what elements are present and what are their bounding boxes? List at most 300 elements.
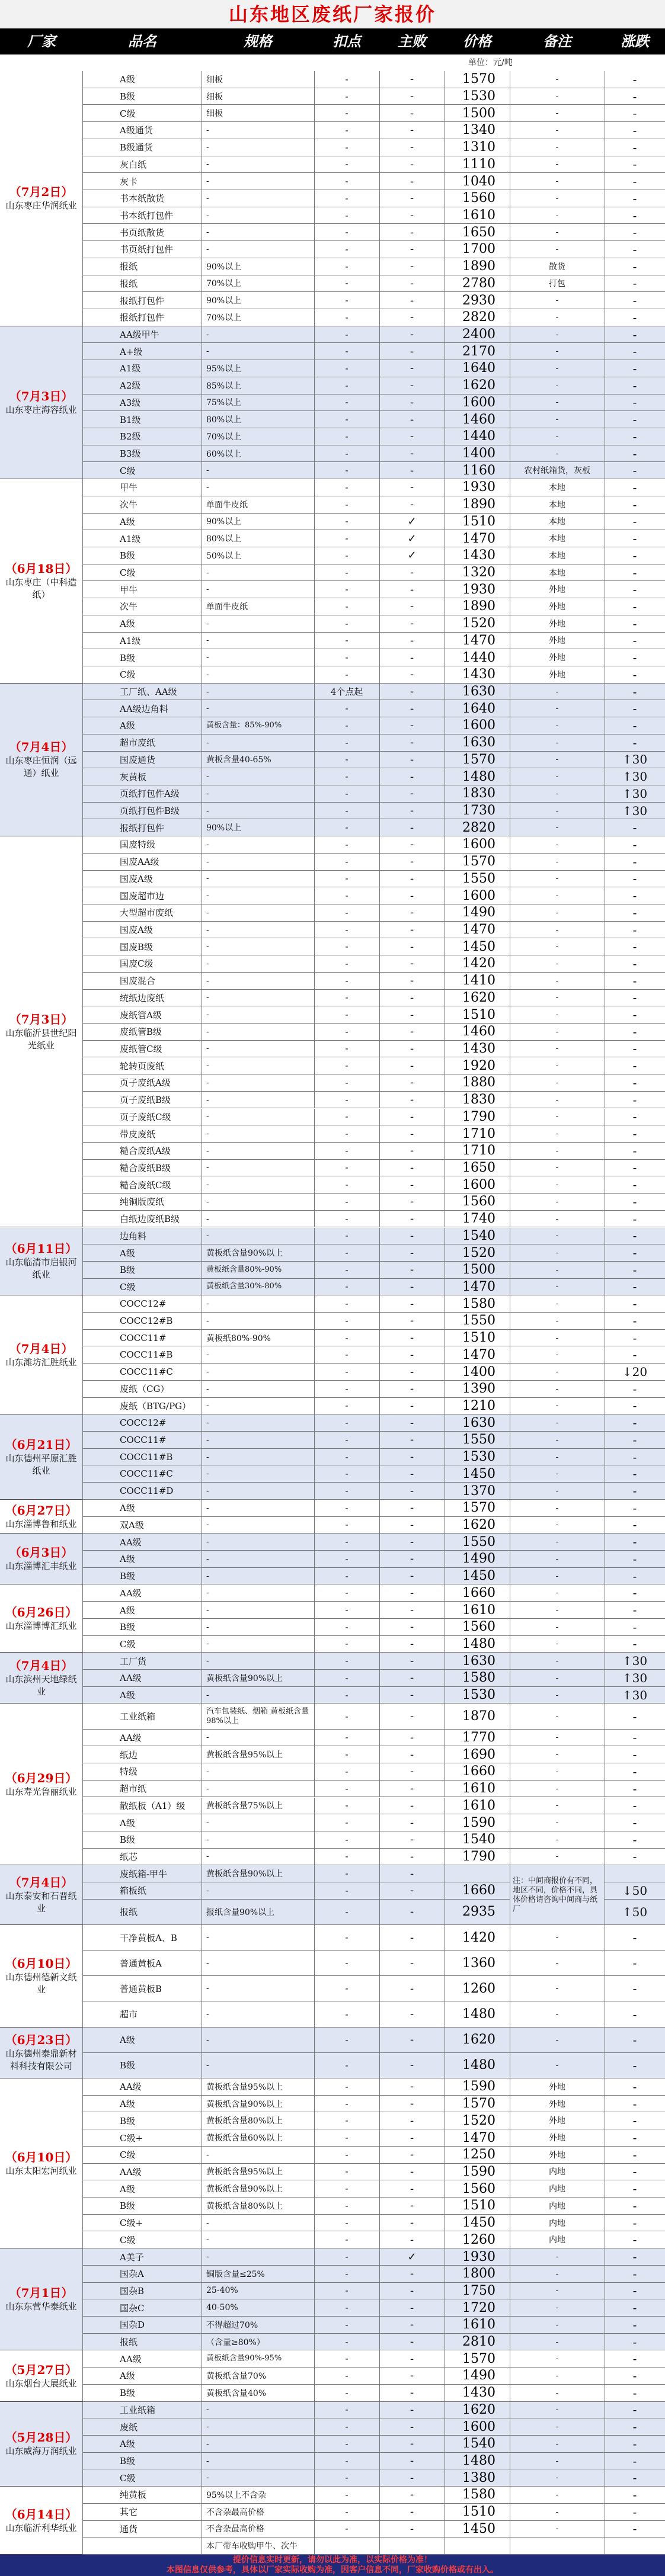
- header-change: 涨跌: [621, 33, 649, 50]
- cell-price: 1600: [462, 394, 495, 410]
- cell-name: 超市废纸: [120, 737, 156, 749]
- cell-note: -: [555, 1077, 559, 1087]
- cell-kou: -: [345, 618, 349, 629]
- cell-note: -: [555, 1112, 559, 1122]
- footer-banner: [0, 2555, 665, 2576]
- cell-note: -: [555, 1537, 559, 1547]
- cell-chg: -: [632, 2283, 637, 2298]
- cell-note: -: [555, 874, 559, 884]
- cell-note: -: [555, 806, 559, 816]
- cell-zhu: -: [410, 1332, 414, 1345]
- cell-kou: -: [345, 482, 349, 493]
- column-divider: [314, 496, 315, 513]
- cell-chg: -: [632, 1764, 637, 1779]
- column-divider: [379, 717, 380, 734]
- cell-name: 轮转页废纸: [120, 1060, 165, 1072]
- cell-note: -: [555, 2439, 559, 2449]
- cell-note: -: [555, 2524, 559, 2534]
- cell-spec: -: [206, 1766, 209, 1776]
- column-divider: [314, 1483, 315, 1499]
- cell-price: 1930: [462, 582, 495, 597]
- cell-price: 1160: [462, 463, 495, 478]
- column-divider: [379, 1074, 380, 1091]
- cell-name: 废纸箱-甲牛: [120, 1868, 168, 1879]
- cell-kou: -: [345, 1570, 349, 1581]
- table-row: [83, 564, 665, 582]
- cell-kou: -: [345, 193, 349, 204]
- column-divider: [314, 1831, 315, 1848]
- cell-chg: -: [632, 1211, 637, 1226]
- cell-zhu: -: [410, 2437, 414, 2450]
- table-row: [83, 496, 665, 514]
- table-row: [83, 2053, 665, 2078]
- cell-spec: 黄板含量：85%-90%: [206, 720, 282, 730]
- cell-spec: 黄板纸含量80%以上: [206, 2201, 283, 2211]
- cell-note: 本地: [549, 483, 565, 493]
- cell-zhu: -: [410, 107, 414, 120]
- factory-date: （5月27日）: [5, 2362, 78, 2377]
- column-divider: [379, 1500, 380, 1516]
- cell-price: 1600: [462, 888, 495, 903]
- cell-chg: -: [632, 650, 637, 665]
- cell-kou: -: [345, 584, 349, 595]
- cell-spec: 黄板纸含量95%以上: [206, 2082, 283, 2092]
- factory-date: （6月29日）: [5, 1770, 78, 1785]
- cell-chg: -: [632, 1781, 637, 1796]
- cell-kou: -: [345, 2336, 349, 2347]
- cell-spec: 单面牛皮纸: [206, 500, 248, 510]
- cell-name: 工厂纸、AA级: [120, 686, 177, 698]
- cell-spec: 黄板纸含量90%以上: [206, 1869, 283, 1879]
- cell-zhu: -: [410, 1263, 414, 1276]
- header-kou: 扣点: [332, 33, 361, 50]
- cell-kou: -: [345, 1932, 349, 1943]
- cell-spec: -: [206, 806, 209, 816]
- table-row: [83, 2487, 665, 2504]
- cell-chg: -: [632, 1449, 637, 1464]
- column-divider: [379, 2317, 380, 2333]
- cell-kou: -: [345, 2034, 349, 2045]
- column-divider: [314, 1211, 315, 1227]
- cell-spec: 黄板纸含量40%: [206, 2388, 267, 2398]
- cell-note: -: [555, 108, 559, 118]
- cell-note: -: [555, 1452, 559, 1462]
- cell-kou: -: [345, 2059, 349, 2071]
- cell-chg: -: [632, 2504, 637, 2519]
- cell-price: 1500: [462, 1262, 495, 1278]
- column-divider: [314, 871, 315, 887]
- cell-zhu: -: [410, 294, 414, 307]
- cell-note: -: [555, 1783, 559, 1794]
- cell-kou: -: [345, 243, 349, 255]
- cell-name: 纸芯: [120, 1851, 138, 1862]
- cell-kou: -: [345, 669, 349, 680]
- column-divider: [314, 785, 315, 802]
- cell-note: -: [555, 1818, 559, 1828]
- cell-zhu: -: [410, 1782, 414, 1795]
- cell-name: 书页纸打包件: [120, 244, 174, 255]
- table-row: [83, 2215, 665, 2232]
- cell-note: -: [555, 1711, 559, 1721]
- column-divider: [314, 547, 315, 564]
- column-divider: [379, 2453, 380, 2469]
- cell-name: B级: [120, 2115, 136, 2126]
- cell-note: -: [555, 1984, 559, 1994]
- cell-name: 页子废纸B级: [120, 1095, 171, 1106]
- cell-name: C级: [120, 669, 136, 681]
- cell-kou: -: [345, 1417, 349, 1429]
- cell-name: 干净黄板A、B: [120, 1932, 177, 1943]
- cell-zhu: -: [410, 2284, 414, 2297]
- cell-chg: -: [632, 1194, 637, 1209]
- cell-note: -: [555, 1766, 559, 1776]
- column-divider: [379, 1057, 380, 1074]
- cell-name: 国废A级: [120, 925, 153, 935]
- cell-spec: 黄板纸含量60%以上: [206, 2134, 283, 2143]
- cell-spec: -: [206, 1554, 209, 1564]
- cell-note: -: [555, 2456, 559, 2466]
- table-row: [83, 2368, 665, 2385]
- table-row: [83, 122, 665, 139]
- cell-name: COCC11#C: [120, 1468, 173, 1480]
- cell-price: 1600: [462, 837, 495, 852]
- cell-kou: -: [345, 2404, 349, 2415]
- cell-spec: 黄板纸含量30%-80%: [206, 1282, 282, 1291]
- cell-chg: -: [632, 1262, 637, 1277]
- cell-zhu: -: [410, 2471, 414, 2484]
- cell-chg: -: [632, 463, 637, 478]
- cell-zhu: -: [410, 2301, 414, 2314]
- cell-price: 1530: [462, 89, 495, 104]
- cell-chg: -: [632, 412, 637, 427]
- column-divider: [379, 1568, 380, 1584]
- column-divider: [314, 973, 315, 989]
- column-divider: [379, 2266, 380, 2282]
- column-divider: [314, 2521, 315, 2537]
- cell-name: A级: [120, 2183, 135, 2195]
- cell-note: -: [555, 1958, 559, 1968]
- cell-zhu: ✓: [407, 549, 417, 562]
- cell-spec: 60%以上: [206, 449, 242, 459]
- cell-name: 报纸打包件: [120, 822, 165, 833]
- cell-chg: -: [632, 905, 637, 920]
- cell-spec: -: [206, 1639, 209, 1649]
- cell-kou: -: [345, 295, 349, 306]
- table-row: [83, 1653, 665, 1670]
- column-divider: [379, 2504, 380, 2520]
- cell-price: 1640: [462, 361, 495, 376]
- cell-zhu: -: [410, 821, 414, 834]
- cell-kou: -: [345, 414, 349, 425]
- cell-kou: -: [345, 958, 349, 969]
- column-divider: [314, 428, 315, 445]
- cell-price: 1570: [462, 72, 495, 87]
- cell-spec: -: [206, 1885, 209, 1895]
- cell-note: -: [555, 788, 559, 798]
- cell-zhu: -: [410, 2352, 414, 2365]
- column-divider: [314, 2418, 315, 2435]
- cell-kou: -: [345, 73, 349, 85]
- cell-price: 1470: [462, 531, 495, 546]
- cell-note: -: [555, 1435, 559, 1445]
- cell-kou: -: [345, 1885, 349, 1896]
- cell-spec: -: [206, 210, 209, 220]
- cell-note: 本地: [549, 568, 565, 578]
- cell-kou: -: [345, 1434, 349, 1445]
- cell-zhu: -: [410, 2369, 414, 2382]
- column-divider: [379, 1951, 380, 1975]
- cell-name: A美子: [120, 2251, 144, 2263]
- column-divider: [314, 1109, 315, 1125]
- column-divider: [314, 1865, 315, 1882]
- column-divider: [314, 1143, 315, 1159]
- factory-name: 山东泰安和石晋纸业: [5, 1891, 77, 1914]
- factory-name: 山东东营华泰纸业: [5, 2301, 77, 2312]
- cell-price: 1400: [462, 1364, 495, 1380]
- cell-chg: -: [632, 2164, 637, 2179]
- cell-chg: -: [632, 2453, 637, 2468]
- column-divider: [314, 173, 315, 190]
- table-row: [83, 1849, 665, 1866]
- cell-zhu: -: [410, 141, 414, 154]
- cell-spec: 不含杂最高价格: [206, 2524, 264, 2535]
- column-divider: [314, 1730, 315, 1746]
- cell-chg: -: [632, 2266, 637, 2281]
- cell-kou: -: [345, 1656, 349, 1667]
- cell-chg: -: [632, 1041, 637, 1056]
- change-up: ↑50: [622, 1904, 648, 1919]
- column-divider: [314, 1551, 315, 1567]
- column-divider: [314, 1814, 315, 1831]
- cell-note: -: [555, 755, 559, 765]
- cell-spec: -: [206, 1316, 209, 1326]
- cell-name: A级: [120, 1690, 135, 1701]
- cell-name: A级: [120, 1554, 135, 1565]
- table-row: [83, 445, 665, 463]
- cell-kou: -: [345, 822, 349, 833]
- column-divider: [379, 547, 380, 564]
- cell-spec: -: [206, 907, 209, 918]
- column-divider: [314, 700, 315, 717]
- cell-name: [83, 2537, 202, 2554]
- cell-spec: -: [206, 1418, 209, 1428]
- cell-chg: -: [632, 2096, 637, 2111]
- cell-kou: -: [345, 2285, 349, 2296]
- column-divider: [379, 734, 380, 751]
- cell-price: 1480: [462, 769, 495, 784]
- table-row: [83, 1244, 665, 1262]
- cell-price: 1890: [462, 497, 495, 512]
- cell-price: 1430: [462, 548, 495, 563]
- cell-price: 1620: [462, 990, 495, 1005]
- cell-spec: -: [206, 1010, 209, 1020]
- cell-zhu: -: [410, 1297, 414, 1310]
- cell-zhu: -: [410, 1348, 414, 1361]
- column-divider: [379, 1865, 380, 1882]
- table-row: [83, 2521, 665, 2538]
- column-divider: [379, 71, 380, 88]
- cell-spec: -: [206, 942, 209, 952]
- factory-cell: [0, 1534, 83, 1584]
- cell-zhu: -: [410, 1246, 414, 1259]
- column-divider: [379, 292, 380, 309]
- cell-zhu: -: [410, 90, 414, 103]
- merged-note: 注：中间商报价有不同，地区不同，价格不同，具体价格请咨询中间商与纸厂: [510, 1866, 604, 1924]
- table-row: [83, 173, 665, 190]
- column-divider: [314, 836, 315, 853]
- column-divider: [379, 1176, 380, 1193]
- factory-date: （6月11日）: [5, 1242, 78, 1256]
- cell-zhu: -: [410, 1833, 414, 1846]
- column-divider: [314, 360, 315, 377]
- cell-note: -: [555, 1571, 559, 1581]
- cell-chg: -: [632, 1930, 637, 1945]
- column-divider: [379, 1313, 380, 1329]
- cell-zhu: -: [410, 2455, 414, 2468]
- cell-zhu: -: [410, 668, 414, 681]
- cell-kou: -: [345, 2166, 349, 2177]
- cell-zhu: -: [410, 2403, 414, 2416]
- cell-kou: -: [345, 1536, 349, 1548]
- cell-price: 1660: [462, 1764, 495, 1779]
- cell-chg: -: [632, 1535, 637, 1550]
- cell-name: A+级: [120, 346, 143, 357]
- cell-zhu: -: [410, 957, 414, 970]
- cell-zhu: -: [410, 1025, 414, 1038]
- cell-price: 1490: [462, 2368, 495, 2383]
- cell-kou: -: [345, 1349, 349, 1361]
- cell-spec: -: [206, 1933, 209, 1943]
- column-divider: [314, 1313, 315, 1329]
- table-row: [83, 1976, 665, 2001]
- cell-spec: -: [206, 1486, 209, 1496]
- cell-spec: 汽车包装纸、烟箱 黄板纸含量98%以上: [206, 1706, 309, 1725]
- factory-cell: [0, 71, 83, 326]
- cell-zhu: -: [410, 1008, 414, 1021]
- cell-spec: -: [206, 1537, 209, 1547]
- cell-price: 1600: [462, 718, 495, 733]
- change-up: ↑30: [622, 1670, 648, 1685]
- cell-zhu: -: [410, 2080, 414, 2093]
- table-row: [83, 2198, 665, 2215]
- cell-spec: -: [206, 2009, 209, 2019]
- cell-spec: 不含杂最高价格: [206, 2507, 264, 2517]
- cell-note: -: [555, 772, 559, 782]
- cell-zhu: -: [410, 1518, 414, 1531]
- cell-price: 1710: [462, 1143, 495, 1159]
- column-divider: [314, 445, 315, 462]
- cell-spec: -: [206, 1384, 209, 1394]
- column-divider: [379, 258, 380, 275]
- cell-name: 报纸: [120, 261, 138, 272]
- cell-name: 工业纸箱: [120, 2404, 156, 2415]
- cell-name: B级: [120, 1834, 136, 1846]
- column-divider: [379, 1730, 380, 1746]
- table-row: [83, 1687, 665, 1704]
- table-row: [83, 2164, 665, 2181]
- cell-chg: -: [632, 1730, 637, 1745]
- cell-kou: -: [345, 873, 349, 884]
- cell-spec: 70%以上: [206, 279, 242, 289]
- cell-zhu: -: [410, 2097, 414, 2110]
- factory-date: （6月18日）: [5, 561, 78, 576]
- cell-note: -: [555, 1486, 559, 1496]
- table-row: [83, 649, 665, 666]
- cell-chg: -: [632, 1279, 637, 1294]
- cell-name: 带皮废纸: [120, 1128, 156, 1140]
- cell-chg: -: [632, 2487, 637, 2502]
- column-divider: [314, 1534, 315, 1550]
- column-divider: [314, 2001, 315, 2026]
- cell-zhu: -: [410, 1195, 414, 1208]
- cell-zhu: -: [410, 719, 414, 732]
- cell-price: 1610: [462, 1798, 495, 1813]
- cell-spec: 70%以上: [206, 432, 242, 442]
- column-divider: [314, 1951, 315, 1975]
- cell-kou: -: [345, 1958, 349, 1969]
- column-divider: [379, 309, 380, 326]
- cell-name: A级: [120, 1605, 135, 1616]
- cell-name: 双A级: [120, 1519, 144, 1531]
- factory-name: 山东淄博汇丰纸业: [5, 1561, 77, 1572]
- cell-note: -: [555, 2286, 559, 2296]
- factory-cell: [0, 326, 83, 479]
- cell-spec: 黄板纸80%-90%: [206, 1333, 271, 1343]
- factory-date: （7月4日）: [9, 1875, 73, 1890]
- cell-note: -: [555, 1316, 559, 1326]
- column-divider: [314, 1160, 315, 1176]
- column-divider: [314, 666, 315, 683]
- cell-spec: -: [206, 1834, 209, 1844]
- table-row: [83, 1024, 665, 1041]
- cell-price: 1470: [462, 1279, 495, 1294]
- cell-price: 1640: [462, 701, 495, 716]
- cell-zhu: -: [410, 1731, 414, 1744]
- factory-name: 山东枣庄（中科造纸）: [5, 576, 77, 600]
- table-row: [83, 2469, 665, 2487]
- cell-spec: 90%以上: [206, 823, 242, 833]
- cell-chg: -: [632, 395, 637, 410]
- cell-chg: -: [632, 2522, 637, 2536]
- column-divider: [314, 1125, 315, 1142]
- cell-spec: -: [206, 2150, 209, 2160]
- cell-price: 1110: [462, 156, 495, 172]
- column-divider: [314, 2350, 315, 2367]
- column-divider: [314, 615, 315, 632]
- factory-cell: [0, 2078, 83, 2248]
- cell-spec: -: [206, 1503, 209, 1513]
- cell-chg: -: [632, 1518, 637, 1532]
- table-row: [83, 1398, 665, 1415]
- table-row: [83, 973, 665, 990]
- cell-spec: -: [206, 1818, 209, 1828]
- cell-name: A级: [120, 1247, 135, 1259]
- column-divider: [314, 1024, 315, 1040]
- column-divider: [379, 1763, 380, 1780]
- cell-zhu: -: [410, 1710, 414, 1723]
- cell-chg: -: [632, 956, 637, 971]
- cell-kou: -: [345, 924, 349, 935]
- cell-kou: -: [345, 346, 349, 357]
- cell-note: -: [555, 2252, 559, 2261]
- cell-name: C级: [120, 108, 136, 119]
- cell-spec: -: [206, 618, 209, 628]
- cell-name: AA级: [120, 1536, 142, 1548]
- cell-note: -: [555, 312, 559, 322]
- table-row: [83, 2317, 665, 2334]
- cell-name: A级: [120, 2370, 135, 2382]
- cell-chg: -: [632, 1178, 637, 1192]
